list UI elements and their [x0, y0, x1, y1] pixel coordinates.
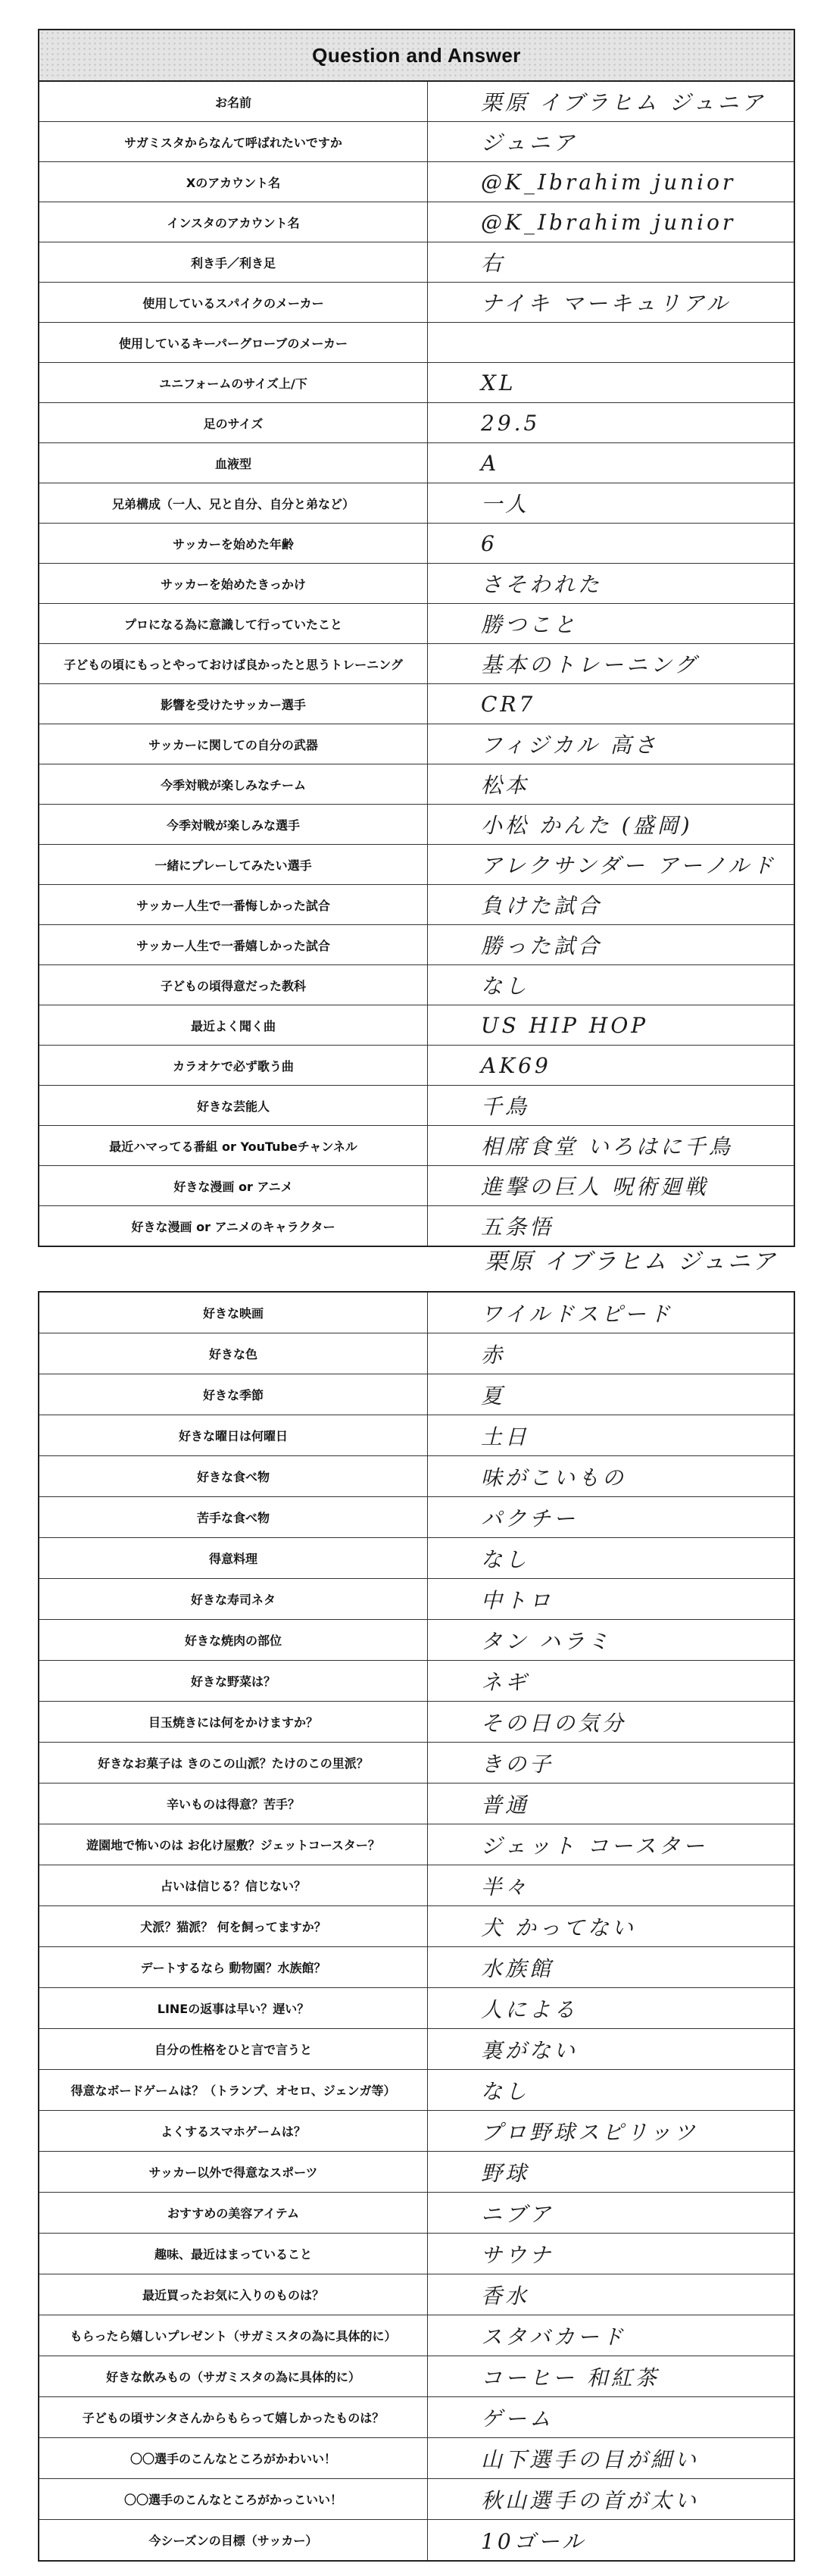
answer-cell: 進撃の巨人 呪術廻戦	[428, 1166, 794, 1206]
question-cell: 好きな映画	[39, 1293, 428, 1333]
question-cell: 得意料理	[39, 1538, 428, 1579]
qa-row	[39, 2274, 794, 2315]
qa-row	[39, 283, 794, 323]
question-cell: 〇〇選手のこんなところがかわいい！	[39, 2438, 428, 2479]
qa-row	[39, 162, 794, 202]
question-cell: 今シーズンの目標（サッカー）	[39, 2520, 428, 2561]
question-cell: 好きな漫画 or アニメ	[39, 1166, 428, 1206]
qa-row	[39, 1497, 794, 1538]
qa-row	[39, 1988, 794, 2029]
question-cell: サガミスタからなんて呼ばれたいですか	[39, 122, 428, 162]
qa-row	[39, 1333, 794, 1374]
qa-row	[39, 1166, 794, 1206]
question-cell: サッカーに関しての自分の武器	[39, 724, 428, 764]
qa-row	[39, 925, 794, 965]
answer-cell: アレクサンダー アーノルド	[428, 845, 794, 885]
qa-row	[39, 2315, 794, 2356]
qa-row	[39, 684, 794, 724]
question-cell: 苦手な食べ物	[39, 1497, 428, 1538]
answer-cell: 野球	[428, 2152, 794, 2193]
answer-cell: 山下選手の目が細い	[428, 2438, 794, 2479]
answer-cell: 土日	[428, 1415, 794, 1456]
answer-cell: さそわれた	[428, 564, 794, 604]
qa-row	[39, 2234, 794, 2274]
question-cell: 好きな芸能人	[39, 1086, 428, 1126]
question-cell: 今季対戦が楽しみな選手	[39, 805, 428, 845]
answer-cell: ワイルドスピード	[481, 1301, 673, 1327]
answer-cell: 味がこいもの	[428, 1456, 794, 1497]
qa-row	[39, 2438, 794, 2479]
qa-sheet-1	[38, 29, 795, 1247]
answer-cell: 夏	[428, 1374, 794, 1415]
qa-row	[39, 2070, 794, 2111]
qa-row	[39, 2520, 794, 2561]
qa-row	[39, 1206, 794, 1246]
question-cell: 使用しているキーパーグローブのメーカー	[39, 323, 428, 363]
answer-cell: ジュニア	[428, 122, 794, 162]
question-cell: デートするなら 動物園？水族館？	[39, 1947, 428, 1988]
question-cell: 趣味、最近はまっていること	[39, 2234, 428, 2274]
question-cell: 〇〇選手のこんなところがかっこいい！	[39, 2479, 428, 2520]
question-cell: プロになる為に意識して行っていたこと	[39, 604, 428, 644]
question-cell: おすすめの美容アイテム	[39, 2193, 428, 2234]
question-cell: 一緒にプレーしてみたい選手	[39, 845, 428, 885]
question-cell: 犬派？猫派？ 何を飼ってますか？	[39, 1906, 428, 1947]
qa-row	[39, 242, 794, 283]
qa-row	[39, 1126, 794, 1166]
answer-cell: 人による	[428, 1988, 794, 2029]
qa-row	[39, 2479, 794, 2520]
answer-cell: XL	[428, 363, 794, 403]
answer-cell: CR7	[428, 684, 794, 724]
qa-row	[39, 885, 794, 925]
question-cell: 兄弟構成（一人、兄と自分、自分と弟など）	[39, 483, 428, 524]
answer-cell: なし	[428, 1538, 794, 1579]
answer-cell: 赤	[428, 1333, 794, 1374]
answer-cell: ナイキ マーキュリアル	[428, 283, 794, 323]
qa-row	[39, 1579, 794, 1620]
answer-cell: きの子	[428, 1743, 794, 1784]
answer-cell: 勝った試合	[428, 925, 794, 965]
answer-cell: 水族館	[428, 1947, 794, 1988]
qa-table-1	[39, 82, 794, 1246]
qa-row	[39, 1947, 794, 1988]
answer-cell: 裏がない	[428, 2029, 794, 2070]
question-cell: 使用しているスパイクのメーカー	[39, 283, 428, 323]
answer-cell: 10ゴール	[428, 2520, 794, 2561]
qa-row	[39, 1784, 794, 1824]
answer-cell: 一人	[428, 483, 794, 524]
question-cell: LINEの返事は早い？遅い？	[39, 1988, 428, 2029]
question-cell: 好きな季節	[39, 1374, 428, 1415]
qa-row	[39, 1374, 794, 1415]
sheet-title: Question and Answer	[39, 30, 794, 82]
qa-row	[39, 724, 794, 764]
question-cell: 子どもの頃にもっとやっておけば良かったと思うトレーニング	[39, 644, 428, 684]
qa-sheet-2	[38, 1291, 795, 2562]
question-cell: 好きな焼肉の部位	[39, 1620, 428, 1661]
answer-cell: その日の気分	[428, 1702, 794, 1743]
qa-table-2	[39, 1293, 794, 2560]
question-cell: よくするスマホゲームは？	[39, 2111, 428, 2152]
question-cell: 好きな漫画 or アニメのキャラクター	[39, 1206, 428, 1246]
qa-row	[39, 2111, 794, 2152]
qa-row	[39, 1865, 794, 1906]
qa-row	[39, 2029, 794, 2070]
question-cell: 好きな寿司ネタ	[39, 1579, 428, 1620]
qa-row	[39, 965, 794, 1005]
question-cell: 好きな曜日は何曜日	[39, 1415, 428, 1456]
question-cell: インスタのアカウント名	[39, 202, 428, 242]
answer-cell: 五条悟	[428, 1206, 794, 1246]
qa-row	[39, 764, 794, 805]
qa-row	[39, 805, 794, 845]
qa-row	[39, 604, 794, 644]
qa-row	[39, 2397, 794, 2438]
question-cell: 占いは信じる？信じない？	[39, 1865, 428, 1906]
answer-cell: 勝つこと	[428, 604, 794, 644]
handwritten-signature: 栗原 イブラヒム ジュニア	[485, 1249, 778, 1275]
qa-row	[39, 1046, 794, 1086]
answer-cell: 千鳥	[428, 1086, 794, 1126]
question-cell: Xのアカウント名	[39, 162, 428, 202]
answer-cell: @K_Ibrahim junior	[428, 202, 794, 242]
answer-cell: 栗原 イブラヒム ジュニア	[481, 90, 766, 115]
answer-cell: 秋山選手の首が太い	[428, 2479, 794, 2520]
question-cell: もらったら嬉しいプレゼント（サガミスタの為に具体的に）	[39, 2315, 428, 2356]
answer-cell: 29.5	[428, 403, 794, 443]
answer-cell: 香水	[428, 2274, 794, 2315]
answer-cell: 右	[428, 242, 794, 283]
answer-cell: 中トロ	[428, 1579, 794, 1620]
answer-cell: 普通	[428, 1784, 794, 1824]
answer-cell: AK69	[428, 1046, 794, 1086]
question-cell: 好きな色	[39, 1333, 428, 1374]
answer-cell: @K_Ibrahim junior	[428, 162, 794, 202]
answer-cell: コーヒー 和紅茶	[428, 2356, 794, 2397]
question-cell: 最近よく聞く曲	[39, 1005, 428, 1046]
qa-row	[39, 1293, 794, 1333]
question-cell: 最近ハマってる番組 or YouTubeチャンネル	[39, 1126, 428, 1166]
qa-row	[39, 323, 794, 363]
qa-row	[39, 1906, 794, 1947]
question-cell: 今季対戦が楽しみなチーム	[39, 764, 428, 805]
question-cell: 好きな野菜は？	[39, 1661, 428, 1702]
answer-cell: 松本	[428, 764, 794, 805]
qa-row	[39, 82, 794, 122]
answer-cell: ゲーム	[428, 2397, 794, 2438]
qa-row	[39, 403, 794, 443]
question-cell: 目玉焼きには何をかけますか？	[39, 1702, 428, 1743]
qa-row	[39, 443, 794, 483]
question-cell: 遊園地で怖いのは お化け屋敷？ジェットコースター？	[39, 1824, 428, 1865]
answer-cell: 相席食堂 いろはに千鳥	[428, 1126, 794, 1166]
question-cell: サッカー人生で一番嬉しかった試合	[39, 925, 428, 965]
question-cell: 子どもの頃得意だった教科	[39, 965, 428, 1005]
qa-row	[39, 1661, 794, 1702]
question-cell: サッカーを始めた年齢	[39, 524, 428, 564]
question-cell: 好きなお菓子は きのこの山派？たけのこの里派？	[39, 1743, 428, 1784]
answer-cell: ジェット コースター	[428, 1824, 794, 1865]
qa-row	[39, 122, 794, 162]
qa-row	[39, 1086, 794, 1126]
qa-row	[39, 1005, 794, 1046]
question-cell: サッカーを始めたきっかけ	[39, 564, 428, 604]
qa-row	[39, 1743, 794, 1784]
answer-cell: 犬 かってない	[428, 1906, 794, 1947]
qa-row	[39, 1702, 794, 1743]
question-cell: ユニフォームのサイズ上/下	[39, 363, 428, 403]
qa-row	[39, 845, 794, 885]
answer-cell: A	[428, 443, 794, 483]
qa-row	[39, 483, 794, 524]
qa-row	[39, 1824, 794, 1865]
qa-row	[39, 1538, 794, 1579]
answer-cell: 半々	[428, 1865, 794, 1906]
qa-row	[39, 202, 794, 242]
answer-cell: タン ハラミ	[428, 1620, 794, 1661]
question-cell: 好きな食べ物	[39, 1456, 428, 1497]
answer-cell: プロ野球スピリッツ	[428, 2111, 794, 2152]
answer-cell: 基本のトレーニング	[428, 644, 794, 684]
qa-row	[39, 524, 794, 564]
qa-row	[39, 1456, 794, 1497]
question-cell: サッカー以外で得意なスポーツ	[39, 2152, 428, 2193]
question-cell: 辛いものは得意？苦手？	[39, 1784, 428, 1824]
question-cell: 影響を受けたサッカー選手	[39, 684, 428, 724]
question-cell: お名前	[39, 82, 428, 122]
qa-row	[39, 1620, 794, 1661]
qa-row	[39, 363, 794, 403]
qa-row	[39, 1415, 794, 1456]
answer-cell: なし	[428, 2070, 794, 2111]
answer-cell: フィジカル 高さ	[428, 724, 794, 764]
answer-cell: 6	[428, 524, 794, 564]
question-cell: 子どもの頃サンタさんからもらって嬉しかったものは？	[39, 2397, 428, 2438]
answer-cell: サウナ	[428, 2234, 794, 2274]
question-cell: カラオケで必ず歌う曲	[39, 1046, 428, 1086]
question-cell: 最近買ったお気に入りのものは？	[39, 2274, 428, 2315]
question-cell: 利き手／利き足	[39, 242, 428, 283]
answer-cell: 負けた試合	[428, 885, 794, 925]
qa-row	[39, 2356, 794, 2397]
question-cell: 血液型	[39, 443, 428, 483]
qa-row	[39, 564, 794, 604]
question-cell: 足のサイズ	[39, 403, 428, 443]
qa-row	[39, 2152, 794, 2193]
answer-cell: スタバカード	[428, 2315, 794, 2356]
question-cell: サッカー人生で一番悔しかった試合	[39, 885, 428, 925]
qa-row	[39, 644, 794, 684]
question-cell: 自分の性格をひと言で言うと	[39, 2029, 428, 2070]
answer-cell: パクチー	[428, 1497, 794, 1538]
answer-cell: 小松 かんた (盛岡)	[428, 805, 794, 845]
question-cell: 好きな飲みもの（サガミスタの為に具体的に）	[39, 2356, 428, 2397]
answer-cell: ネギ	[428, 1661, 794, 1702]
qa-row	[39, 2193, 794, 2234]
answer-cell: なし	[428, 965, 794, 1005]
answer-cell	[428, 323, 794, 363]
answer-cell: ニブア	[428, 2193, 794, 2234]
answer-cell: US HIP HOP	[428, 1005, 794, 1046]
question-cell: 得意なボードゲームは？（トランプ、オセロ、ジェンガ等）	[39, 2070, 428, 2111]
